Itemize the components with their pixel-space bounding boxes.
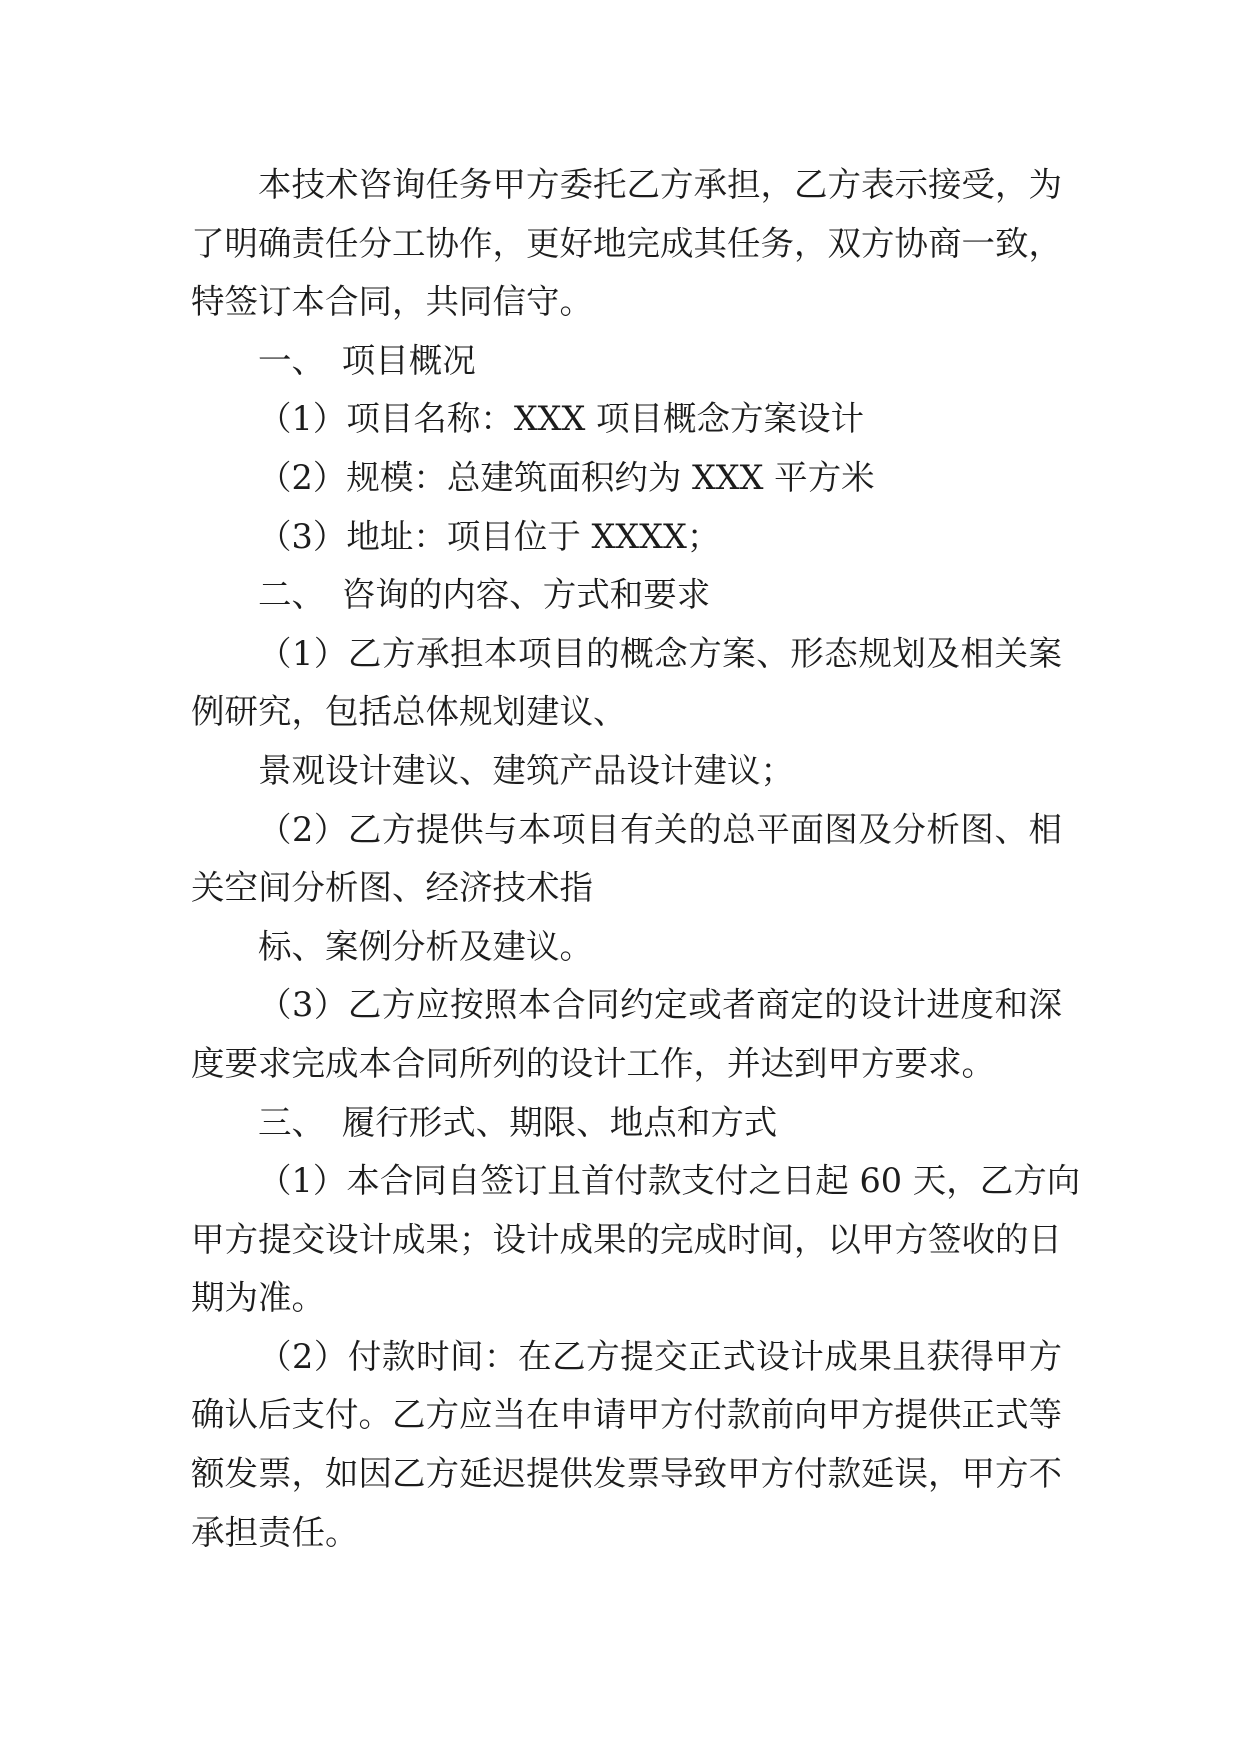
paragraph-line: 例研究，包括总体规划建议、 bbox=[191, 692, 627, 732]
section-number: 一、 bbox=[258, 340, 325, 380]
paragraph-line: 确认后支付。乙方应当在申请甲方付款前向甲方提供正式等 bbox=[191, 1395, 1062, 1435]
paragraph-line: 了明确责任分工协作，更好地完成其任务，双方协商一致， bbox=[191, 223, 1062, 263]
section-2-item-3 bbox=[191, 801, 1062, 918]
paragraph-line: （2）付款时间：在乙方提交正式设计成果且获得甲方 bbox=[258, 1336, 1062, 1376]
paragraph-line: 甲方提交设计成果；设计成果的完成时间，以甲方签收的日 bbox=[191, 1219, 1062, 1259]
paragraph-line: 承担责任。 bbox=[191, 1512, 359, 1552]
paragraph-line: （1）乙方承担本项目的概念方案、形态规划及相关案 bbox=[258, 633, 1062, 673]
paragraph-line: 本技术咨询任务甲方委托乙方承担，乙方表示接受，为 bbox=[258, 165, 1062, 204]
section-1-item-2 bbox=[191, 449, 1062, 508]
paragraph-line: 期为准。 bbox=[191, 1278, 325, 1318]
paragraph-line: （1）本合同自签订且首付款支付之日起 60 天，乙方向 bbox=[258, 1161, 1081, 1201]
section-title: 咨询的内容、方式和要求 bbox=[341, 575, 711, 615]
section-3-item-1 bbox=[191, 1152, 1081, 1328]
paragraph-line: （2）规模：总建筑面积约为 XXX 平方米 bbox=[258, 457, 875, 497]
paragraph-line: 景观设计建议、建筑产品设计建议； bbox=[258, 750, 794, 790]
document-body bbox=[191, 156, 1081, 1562]
paragraph-line: （3）乙方应按照本合同约定或者商定的设计进度和深 bbox=[258, 985, 1062, 1025]
intro-paragraph bbox=[191, 156, 1062, 332]
section-number: 二、 bbox=[258, 575, 325, 615]
section-title: 项目概况 bbox=[341, 340, 476, 380]
paragraph-line: （2）乙方提供与本项目有关的总平面图及分析图、相 bbox=[258, 809, 1062, 849]
paragraph-line: （1）项目名称：XXX 项目概念方案设计 bbox=[258, 399, 865, 439]
section-heading-1 bbox=[191, 332, 1062, 391]
section-2-item-2 bbox=[191, 742, 1062, 801]
paragraph-line: 度要求完成本合同所列的设计工作，并达到甲方要求。 bbox=[191, 1043, 995, 1083]
section-title: 履行形式、期限、地点和方式 bbox=[341, 1102, 778, 1142]
paragraph-line: 关空间分析图、经济技术指 bbox=[191, 868, 593, 908]
paragraph-line: （3）地址：项目位于 XXXX； bbox=[258, 516, 721, 556]
paragraph-line: 特签订本合同，共同信守。 bbox=[191, 282, 593, 322]
section-3-item-2 bbox=[191, 1328, 1062, 1562]
section-heading-2 bbox=[191, 566, 1062, 625]
paragraph-line: 额发票，如因乙方延迟提供发票导致甲方付款延误，甲方不 bbox=[191, 1454, 1062, 1494]
section-1-item-1 bbox=[191, 390, 1062, 449]
paragraph-line: 标、案例分析及建议。 bbox=[258, 926, 593, 966]
section-heading-3 bbox=[191, 1094, 1062, 1153]
section-1-item-3 bbox=[191, 508, 1062, 567]
section-2-item-4 bbox=[191, 918, 1062, 977]
section-2-item-1 bbox=[191, 625, 1062, 742]
section-number: 三、 bbox=[258, 1102, 325, 1142]
section-2-item-5 bbox=[191, 976, 1062, 1093]
